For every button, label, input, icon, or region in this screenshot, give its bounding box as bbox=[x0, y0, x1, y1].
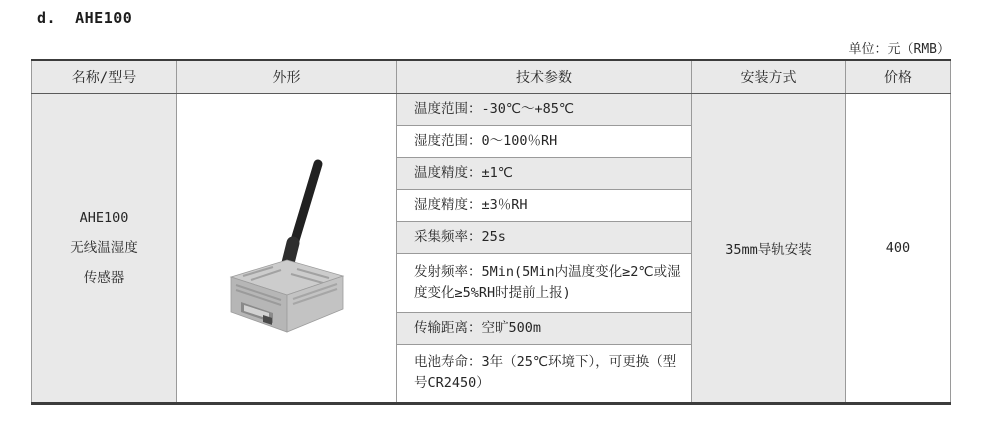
product-photo-icon bbox=[221, 157, 353, 335]
col-header-name-model: 名称/型号 bbox=[32, 60, 177, 93]
table-row bbox=[32, 93, 951, 125]
tech-param-row: 采集频率：25s bbox=[397, 221, 692, 253]
tech-param-row: 温度精度：±1℃ bbox=[397, 157, 692, 189]
tech-param-row: 发射频率：5Min(5Min内温度变化≥2℃或湿度变化≥5%RH时提前上报) bbox=[397, 253, 692, 312]
section-title: d. AHE100 bbox=[37, 9, 133, 27]
product-name-line2: 传感器 bbox=[83, 269, 125, 286]
product-model: AHE100 bbox=[79, 209, 129, 226]
price-unit-note: 单位：元（RMB） bbox=[848, 42, 950, 57]
tech-param-row: 温度范围：-30℃～+85℃ bbox=[397, 93, 692, 125]
table-header-row bbox=[32, 60, 951, 93]
price-cell: 400 bbox=[846, 93, 951, 403]
model-cell bbox=[32, 93, 177, 403]
tech-param-row: 湿度范围：0～100％RH bbox=[397, 125, 692, 157]
product-name-line1: 无线温湿度 bbox=[70, 239, 138, 256]
col-header-appearance: 外形 bbox=[177, 60, 397, 93]
tech-param-row: 传输距离：空旷500m bbox=[397, 312, 692, 344]
tech-param-row: 电池寿命：3年（25℃环境下），可更换（型号CR2450） bbox=[397, 344, 692, 403]
col-header-installation: 安装方式 bbox=[692, 60, 846, 93]
col-header-tech-params: 技术参数 bbox=[397, 60, 692, 93]
installation-cell: 35mm导轨安装 bbox=[692, 93, 846, 403]
col-header-price: 价格 bbox=[846, 60, 951, 93]
tech-param-row: 湿度精度：±3％RH bbox=[397, 189, 692, 221]
photo-cell bbox=[177, 93, 397, 403]
product-spec-table bbox=[31, 59, 951, 405]
